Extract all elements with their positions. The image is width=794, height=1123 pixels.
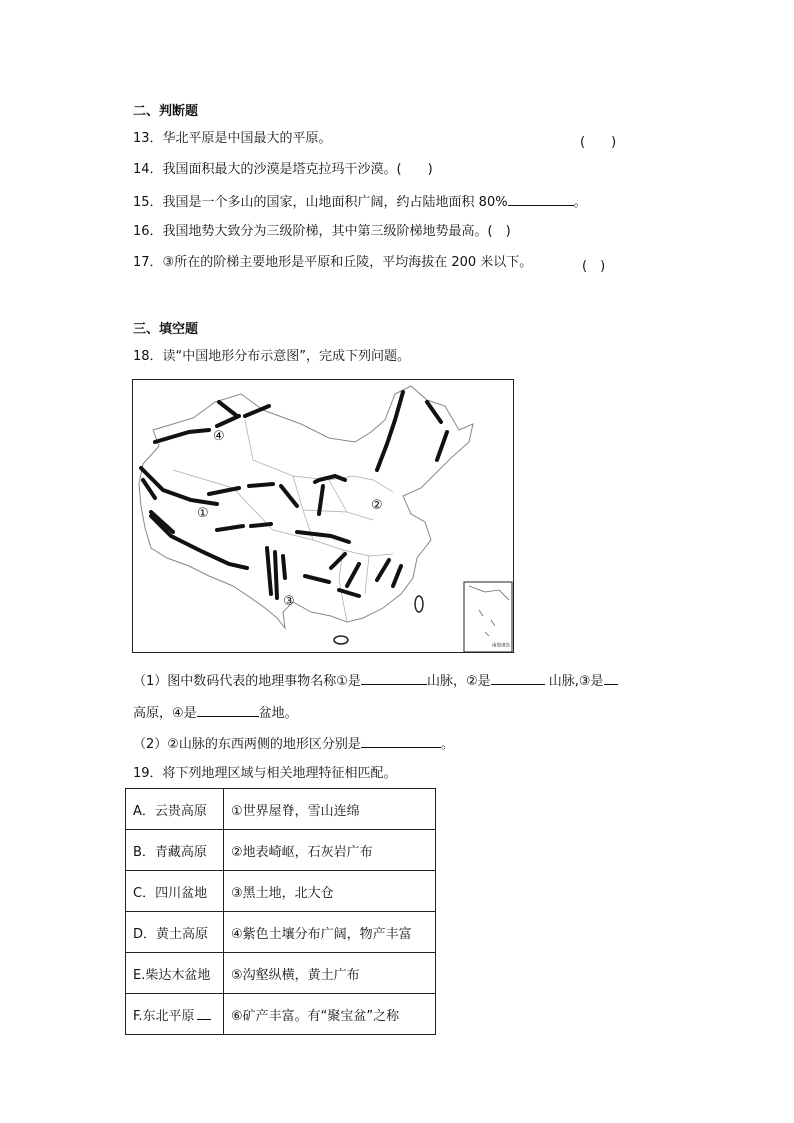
q18-1-text-d: 高原，④是 <box>133 706 197 721</box>
table-row <box>126 912 436 953</box>
region-cell[interactable]: B．青藏高原 <box>126 830 224 871</box>
region-cell[interactable]: E.柴达木盆地 <box>126 953 224 994</box>
q18-2-text-a: （2）②山脉的东西两侧的地形区分别是 <box>133 737 361 752</box>
feature-cell[interactable]: ④紫色土壤分布广阔，物产丰富 <box>224 912 436 953</box>
q18-1-text-b: 山脉，②是 <box>426 674 491 689</box>
map-label-2: ② <box>371 498 383 513</box>
wuyi-range <box>377 560 401 586</box>
question-17: 17．③所在的阶梯主要地形是平原和丘陵，平均海拔在 200 米以下。 <box>133 255 533 270</box>
feature-cell[interactable]: ③黑土地，北大仓 <box>224 871 436 912</box>
province-lines <box>173 420 393 622</box>
hainan-island <box>334 636 348 644</box>
q18-1-blank-4[interactable] <box>197 704 259 717</box>
feature-cell[interactable]: ①世界屋脊，雪山连绵 <box>224 789 436 830</box>
q18-1-blank-3[interactable] <box>604 672 618 685</box>
matching-table <box>125 788 436 1035</box>
question-18-part-1-cont <box>133 704 298 722</box>
q18-1-text-a: （1）图中数码代表的地理事物名称①是 <box>133 674 361 689</box>
feature-cell[interactable]: ②地表崎岖，石灰岩广布 <box>224 830 436 871</box>
kunlun-range <box>141 468 217 504</box>
table-row <box>126 830 436 871</box>
china-outline <box>139 386 473 628</box>
hengduan-range <box>267 548 277 598</box>
feature-cell[interactable]: ⑥矿产丰富。有“聚宝盆”之称 <box>224 994 436 1035</box>
question-15-text: 15．我国是一个多山的国家，山地面积广阔，约占陆地面积 80% <box>133 195 508 210</box>
q18-2-text-b: 。 <box>440 737 454 752</box>
question-13-answer-paren[interactable]: ( ) <box>580 135 617 150</box>
region-cell[interactable]: C．四川盆地 <box>126 871 224 912</box>
china-map-drawing <box>133 380 513 652</box>
tanggula-range <box>217 524 271 530</box>
question-18-part-2 <box>133 735 454 753</box>
map-label-4: ④ <box>213 429 225 444</box>
mountain-ranges <box>141 392 447 598</box>
question-13: 13．华北平原是中国最大的平原。 <box>133 131 332 146</box>
greater-khingan-range <box>377 392 403 470</box>
question-17-answer-paren[interactable]: ( ) <box>582 259 606 274</box>
xuefeng-range <box>347 564 359 586</box>
section-2-title: 二、判断题 <box>133 104 199 119</box>
table-row <box>126 953 436 994</box>
changbai-range <box>427 402 447 460</box>
altai-range <box>219 402 237 416</box>
question-15-blank[interactable] <box>508 193 574 206</box>
table-row <box>126 789 436 830</box>
region-cell[interactable] <box>126 994 224 1035</box>
wushan-range <box>331 554 345 568</box>
feature-cell[interactable]: ⑤沟壑纵横，黄土广布 <box>224 953 436 994</box>
inset-caption: 南海诸岛 <box>492 642 511 649</box>
question-18-intro: 18．读“中国地形分布示意图”，完成下列问题。 <box>133 349 411 364</box>
table-row <box>126 871 436 912</box>
qilian-range <box>209 484 297 506</box>
question-18-part-1 <box>133 672 618 690</box>
taiwan-island <box>415 596 423 612</box>
question-19-intro: 19．将下列地理区域与相关地理特征相匹配。 <box>133 766 397 781</box>
map-label-3: ③ <box>283 594 295 609</box>
q18-1-blank-1[interactable] <box>361 672 427 685</box>
question-15 <box>133 193 587 211</box>
region-cell[interactable]: A．云贵高原 <box>126 789 224 830</box>
table-row <box>126 994 436 1035</box>
q18-1-blank-2[interactable] <box>491 672 545 685</box>
q18-2-blank[interactable] <box>361 735 441 748</box>
qinling-range <box>297 532 349 542</box>
region-label: F.东北平原 <box>133 1008 195 1024</box>
question-14: 14．我国面积最大的沙漠是塔克拉玛干沙漠。( ) <box>133 162 433 177</box>
section-3-title: 三、填空题 <box>133 322 199 337</box>
china-terrain-map <box>132 379 514 653</box>
region-blank[interactable] <box>197 1007 211 1020</box>
question-16: 16．我国地势大致分为三级阶梯，其中第三级阶梯地势最高。( ) <box>133 224 511 239</box>
question-15-end: 。 <box>573 195 587 210</box>
daba-range <box>283 556 285 578</box>
q18-1-text-c: 山脉,③是 <box>544 674 604 689</box>
map-label-1: ① <box>197 506 209 521</box>
q18-1-text-e: 盆地。 <box>258 706 298 721</box>
region-cell[interactable]: D．黄土高原 <box>126 912 224 953</box>
